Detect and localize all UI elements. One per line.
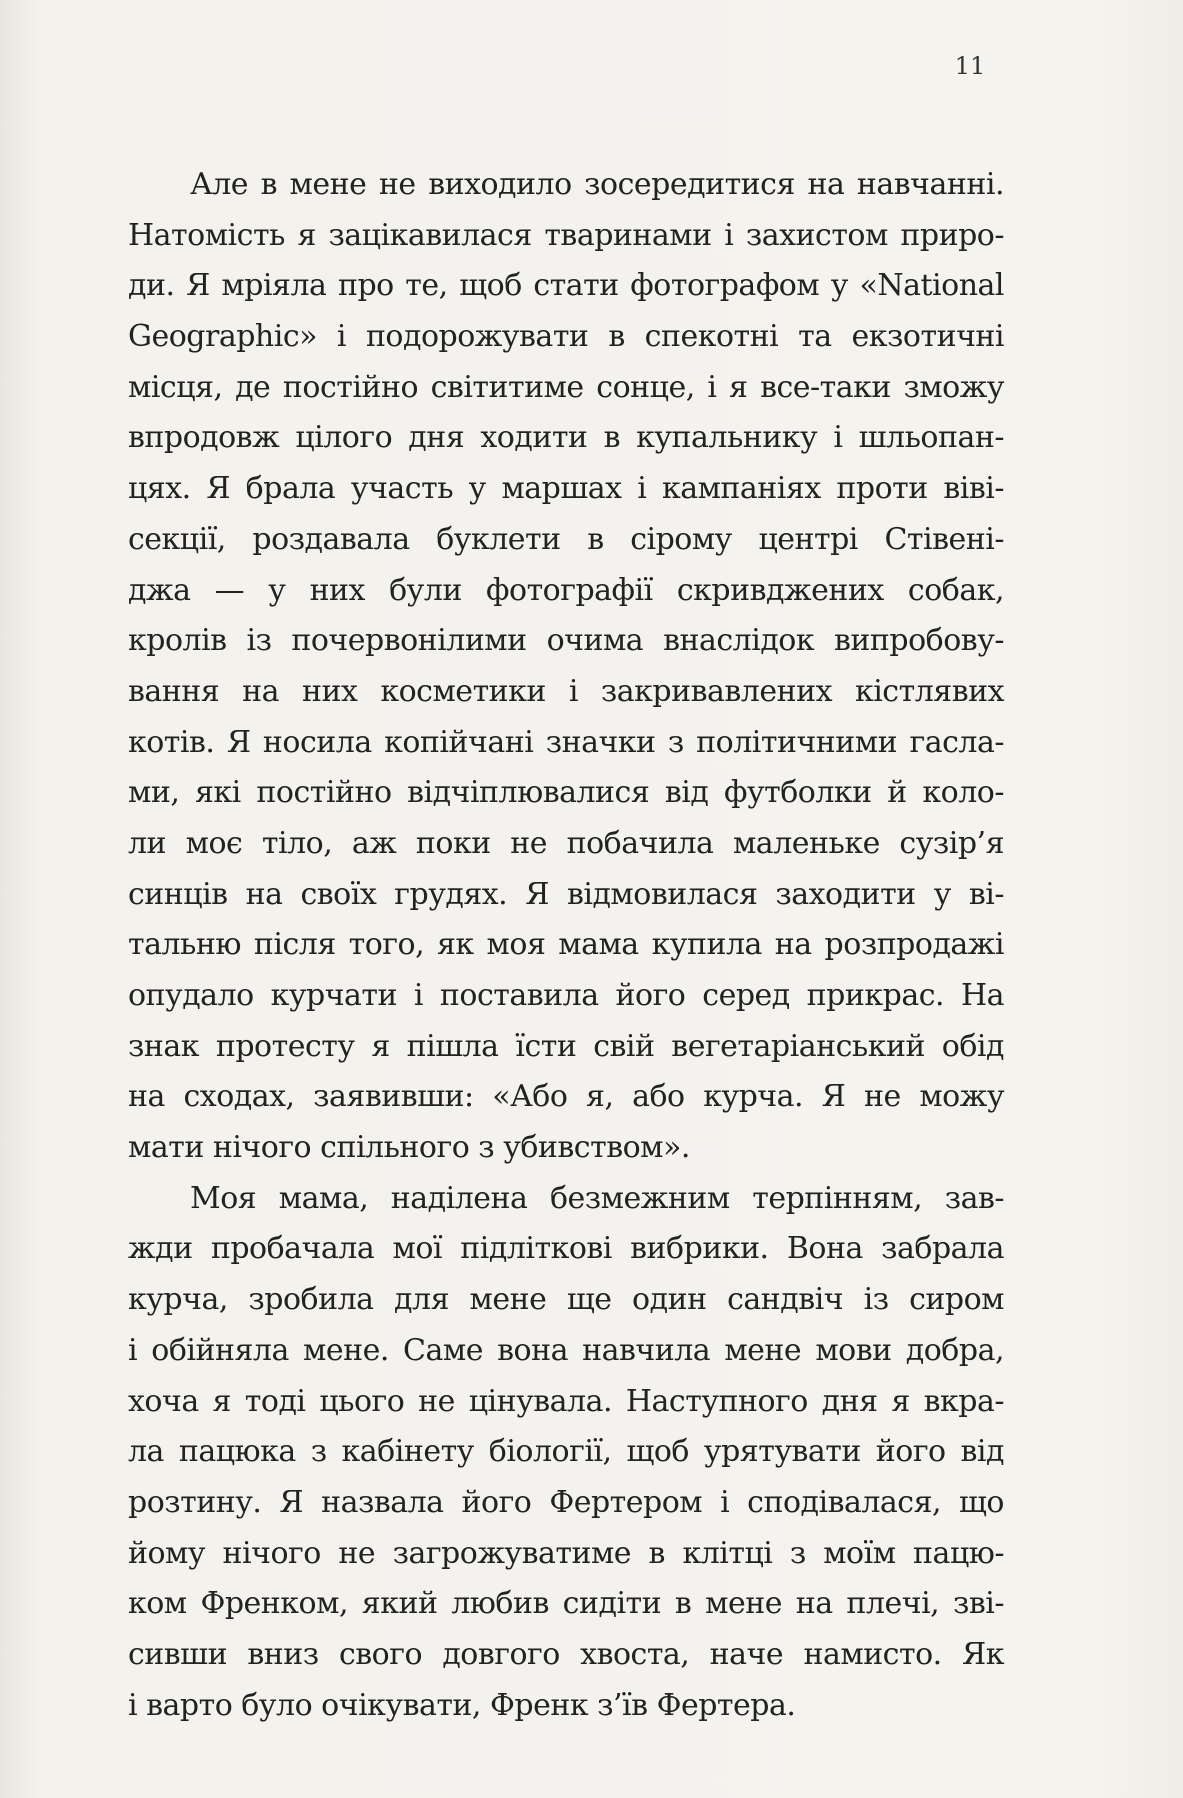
text-line: Але в мене не виходило зосередитися на навчанні. — [190, 167, 1004, 202]
text-line: синців на своїх грудях. Я відмовилася заходити у ві- — [128, 876, 1004, 912]
text-line: ди. Я мріяла про те, щоб стати фотографом у «National — [128, 268, 1004, 304]
text-line: Моя мама, наділена безмежним терпінням, зав- — [190, 1180, 1004, 1216]
text-line: знак протесту я пішла їсти свій вегетаріанський обід — [128, 1028, 1004, 1064]
text-line: сивши вниз свого довгого хвоста, наче намисто. Як — [128, 1636, 1004, 1672]
text-line: місця, де постійно світитиме сонце, і я все-таки зможу — [128, 369, 1004, 405]
body-text — [128, 160, 1004, 1731]
text-line: котів. Я носила копійчані значки з політичними гасла- — [128, 724, 1004, 760]
text-line: мати нічого спільного з убивством». — [128, 1130, 690, 1166]
text-line: йому нічого не загрожуватиме в клітці з моїм пацю- — [128, 1535, 1004, 1571]
text-line: джа — у них були фотографії скривджених собак, — [128, 572, 1004, 608]
text-line: Натомість я зацікавилася тваринами і захистом приро- — [128, 217, 1004, 253]
text-line: вання на них косметики і закривавлених кістлявих — [128, 673, 1004, 709]
text-line: курча, зробила для мене ще один сандвіч із сиром — [128, 1282, 1004, 1318]
text-line: ком Френком, який любив сидіти в мене на плечі, зві- — [128, 1586, 1004, 1622]
text-line: і варто було очікувати, Френк з’їв Фертера. — [128, 1687, 796, 1723]
page-number: 11 — [954, 52, 986, 80]
text-line: на сходах, заявивши: «Або я, або курча. Я не можу — [128, 1079, 1004, 1115]
text-line: ми, які постійно відчіплювалися від футболки й коло- — [128, 775, 1004, 811]
text-line: і обійняла мене. Саме вона навчила мене мови добра, — [128, 1332, 1004, 1368]
text-line: ла пацюка з кабінету біології, щоб урятувати його від — [128, 1434, 1004, 1470]
text-line: жди пробачала мої підліткові вибрики. Вона забрала — [128, 1231, 1004, 1267]
text-line: ли моє тіло, аж поки не побачила маленьке сузір’я — [128, 825, 1004, 861]
text-line: тальню після того, як моя мама купила на розпродажі — [128, 927, 1004, 963]
text-line: опудало курчати і поставила його серед прикрас. На — [128, 978, 1004, 1013]
text-line: розтину. Я назвала його Фертером і сподівалася, що — [128, 1484, 1004, 1520]
text-line: секції, роздавала буклети в сірому центрі Стівені- — [128, 521, 1004, 557]
text-line: Geographic» і подорожувати в спекотні та екзотичні — [128, 319, 1004, 355]
text-line: хоча я тоді цього не цінувала. Наступного дня я вкра- — [128, 1383, 1004, 1419]
text-line: цях. Я брала участь у маршах і кампаніях проти віві- — [128, 471, 1004, 507]
paragraph-2 — [128, 1174, 1004, 1732]
text-line: кролів із почервонілими очима внаслідок випробову- — [128, 623, 1004, 659]
paragraph-1 — [128, 160, 1004, 1174]
text-line: впродовж цілого дня ходити в купальнику і шльопан- — [128, 420, 1004, 456]
